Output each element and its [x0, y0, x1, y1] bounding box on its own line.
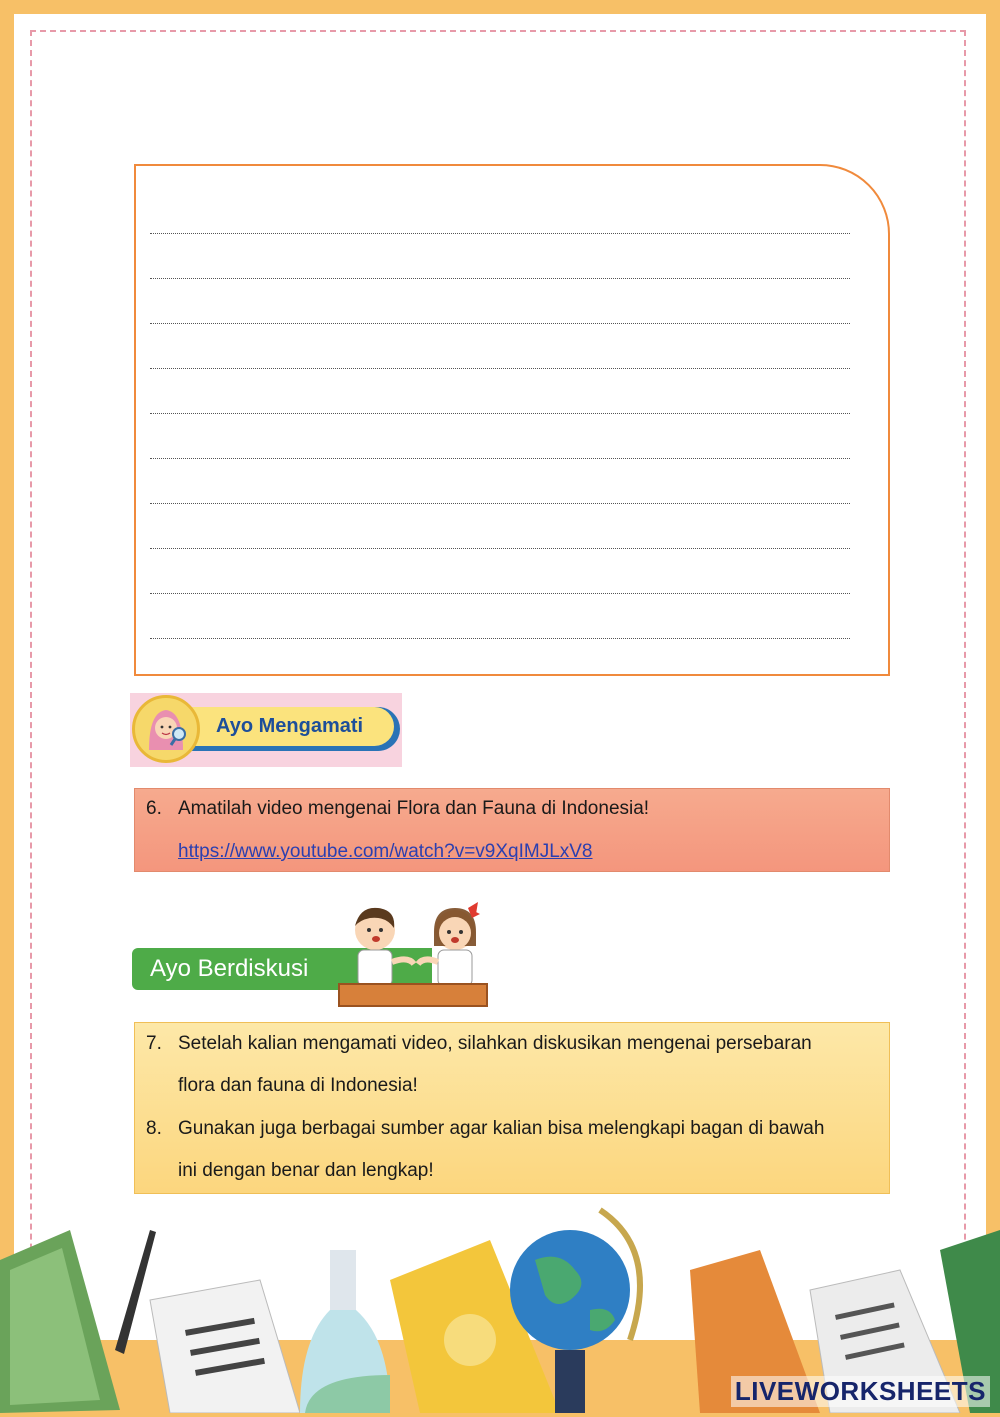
question-7-number: 7. — [146, 1033, 162, 1054]
question-6-number: 6. — [146, 798, 162, 819]
writing-line[interactable] — [150, 548, 850, 549]
writing-line[interactable] — [150, 368, 850, 369]
question-8-line1: Gunakan juga berbagai sumber agar kalian bisa melengkapi bagan di bawah — [178, 1118, 825, 1139]
writing-line[interactable] — [150, 323, 850, 324]
observe-label: Ayo Mengamati — [170, 707, 394, 746]
table-illustration — [338, 983, 488, 1007]
question-8-line2: ini dengan benar dan lengkap! — [178, 1160, 434, 1181]
question-6-text: Amatilah video mengenai Flora dan Fauna di Indonesia! — [178, 798, 650, 819]
discuss-banner: Ayo Berdiskusi — [132, 948, 432, 990]
writing-line[interactable] — [150, 233, 850, 234]
writing-line[interactable] — [150, 638, 850, 639]
question-8-number: 8. — [146, 1118, 162, 1139]
liveworksheets-logo: LIVEWORKSHEETS — [731, 1376, 990, 1407]
question-7-line2: flora dan fauna di Indonesia! — [178, 1075, 418, 1096]
observe-banner — [130, 693, 402, 767]
writing-line[interactable] — [150, 278, 850, 279]
writing-line[interactable] — [150, 458, 850, 459]
writing-line[interactable] — [150, 593, 850, 594]
writing-line[interactable] — [150, 413, 850, 414]
writing-line[interactable] — [150, 503, 850, 504]
observe-pill — [170, 707, 400, 751]
answer-box — [134, 164, 890, 676]
girl-magnifier-icon — [132, 695, 200, 763]
video-link[interactable]: https://www.youtube.com/watch?v=v9XqIMJLxV8 — [178, 841, 593, 862]
question-7-line1: Setelah kalian mengamati video, silahkan diskusikan mengenai persebaran — [178, 1033, 812, 1054]
